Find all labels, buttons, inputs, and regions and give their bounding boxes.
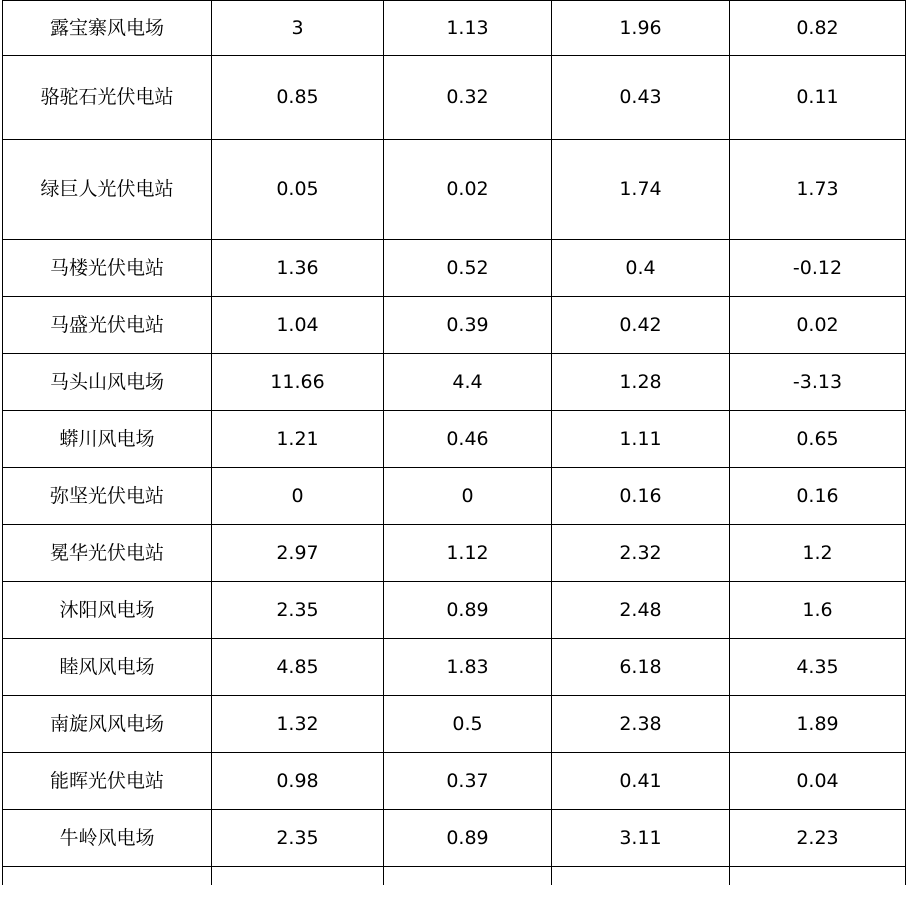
value-3-cell: 1.11 bbox=[552, 411, 730, 468]
value-1-cell: 0.85 bbox=[212, 56, 384, 140]
value-1-cell: 0 bbox=[212, 468, 384, 525]
value-3-cell: 0.41 bbox=[552, 753, 730, 810]
value-1-cell: 2.35 bbox=[212, 810, 384, 867]
table-row bbox=[3, 810, 906, 867]
station-name-cell: 骆驼石光伏电站 bbox=[3, 56, 212, 140]
station-name-cell: 绿巨人光伏电站 bbox=[3, 140, 212, 240]
value-3-cell bbox=[552, 867, 730, 885]
value-3-cell: 3.11 bbox=[552, 810, 730, 867]
value-3-cell: 0.43 bbox=[552, 56, 730, 140]
value-3-cell: 2.38 bbox=[552, 696, 730, 753]
table-row bbox=[3, 753, 906, 810]
value-2-cell: 0 bbox=[384, 468, 552, 525]
value-3-cell: 6.18 bbox=[552, 639, 730, 696]
value-4-cell: 0.11 bbox=[730, 56, 906, 140]
value-1-cell: 3 bbox=[212, 1, 384, 56]
station-name-cell bbox=[3, 867, 212, 885]
value-3-cell: 1.28 bbox=[552, 354, 730, 411]
table-row bbox=[3, 240, 906, 297]
value-3-cell: 1.74 bbox=[552, 140, 730, 240]
value-4-cell: 0.04 bbox=[730, 753, 906, 810]
value-4-cell: 2.23 bbox=[730, 810, 906, 867]
station-name-cell: 蟒川风电场 bbox=[3, 411, 212, 468]
value-1-cell: 0.98 bbox=[212, 753, 384, 810]
station-name-cell: 南旋风风电场 bbox=[3, 696, 212, 753]
value-2-cell: 0.39 bbox=[384, 297, 552, 354]
value-4-cell: -3.13 bbox=[730, 354, 906, 411]
value-2-cell: 0.52 bbox=[384, 240, 552, 297]
value-3-cell: 2.32 bbox=[552, 525, 730, 582]
table-row bbox=[3, 297, 906, 354]
value-4-cell: 1.73 bbox=[730, 140, 906, 240]
value-4-cell: 4.35 bbox=[730, 639, 906, 696]
value-1-cell: 1.32 bbox=[212, 696, 384, 753]
station-name-cell: 沐阳风电场 bbox=[3, 582, 212, 639]
value-1-cell: 1.21 bbox=[212, 411, 384, 468]
value-3-cell: 1.96 bbox=[552, 1, 730, 56]
station-name-cell: 能晖光伏电站 bbox=[3, 753, 212, 810]
table-body bbox=[3, 1, 906, 885]
value-1-cell: 1.04 bbox=[212, 297, 384, 354]
value-1-cell bbox=[212, 867, 384, 885]
value-4-cell: 1.89 bbox=[730, 696, 906, 753]
value-3-cell: 2.48 bbox=[552, 582, 730, 639]
value-3-cell: 0.42 bbox=[552, 297, 730, 354]
station-name-cell: 马盛光伏电站 bbox=[3, 297, 212, 354]
station-name-cell: 马楼光伏电站 bbox=[3, 240, 212, 297]
value-4-cell: 0.02 bbox=[730, 297, 906, 354]
value-2-cell: 0.46 bbox=[384, 411, 552, 468]
value-2-cell: 0.89 bbox=[384, 582, 552, 639]
value-4-cell bbox=[730, 867, 906, 885]
value-1-cell: 2.97 bbox=[212, 525, 384, 582]
table-row bbox=[3, 582, 906, 639]
value-2-cell: 0.5 bbox=[384, 696, 552, 753]
table-row-partial bbox=[3, 867, 906, 885]
value-2-cell: 0.32 bbox=[384, 56, 552, 140]
value-1-cell: 11.66 bbox=[212, 354, 384, 411]
value-2-cell: 0.37 bbox=[384, 753, 552, 810]
value-1-cell: 0.05 bbox=[212, 140, 384, 240]
value-4-cell: 0.65 bbox=[730, 411, 906, 468]
table-row bbox=[3, 696, 906, 753]
value-2-cell: 1.12 bbox=[384, 525, 552, 582]
station-name-cell: 露宝寨风电场 bbox=[3, 1, 212, 56]
data-table bbox=[2, 0, 906, 885]
value-1-cell: 4.85 bbox=[212, 639, 384, 696]
value-4-cell: 1.2 bbox=[730, 525, 906, 582]
table-row bbox=[3, 1, 906, 56]
table-row bbox=[3, 468, 906, 525]
station-name-cell: 马头山风电场 bbox=[3, 354, 212, 411]
table-row bbox=[3, 140, 906, 240]
station-name-cell: 冕华光伏电站 bbox=[3, 525, 212, 582]
value-3-cell: 0.16 bbox=[552, 468, 730, 525]
value-4-cell: 1.6 bbox=[730, 582, 906, 639]
value-4-cell: 0.16 bbox=[730, 468, 906, 525]
table-row bbox=[3, 525, 906, 582]
table-row bbox=[3, 56, 906, 140]
value-1-cell: 2.35 bbox=[212, 582, 384, 639]
value-2-cell: 1.83 bbox=[384, 639, 552, 696]
value-2-cell: 1.13 bbox=[384, 1, 552, 56]
value-2-cell: 4.4 bbox=[384, 354, 552, 411]
station-name-cell: 弥坚光伏电站 bbox=[3, 468, 212, 525]
value-2-cell: 0.89 bbox=[384, 810, 552, 867]
value-1-cell: 1.36 bbox=[212, 240, 384, 297]
value-3-cell: 0.4 bbox=[552, 240, 730, 297]
value-2-cell: 0.02 bbox=[384, 140, 552, 240]
table-row bbox=[3, 639, 906, 696]
table-row bbox=[3, 411, 906, 468]
value-4-cell: 0.82 bbox=[730, 1, 906, 56]
station-name-cell: 睦风风电场 bbox=[3, 639, 212, 696]
station-name-cell: 牛岭风电场 bbox=[3, 810, 212, 867]
value-2-cell bbox=[384, 867, 552, 885]
value-4-cell: -0.12 bbox=[730, 240, 906, 297]
table-row bbox=[3, 354, 906, 411]
